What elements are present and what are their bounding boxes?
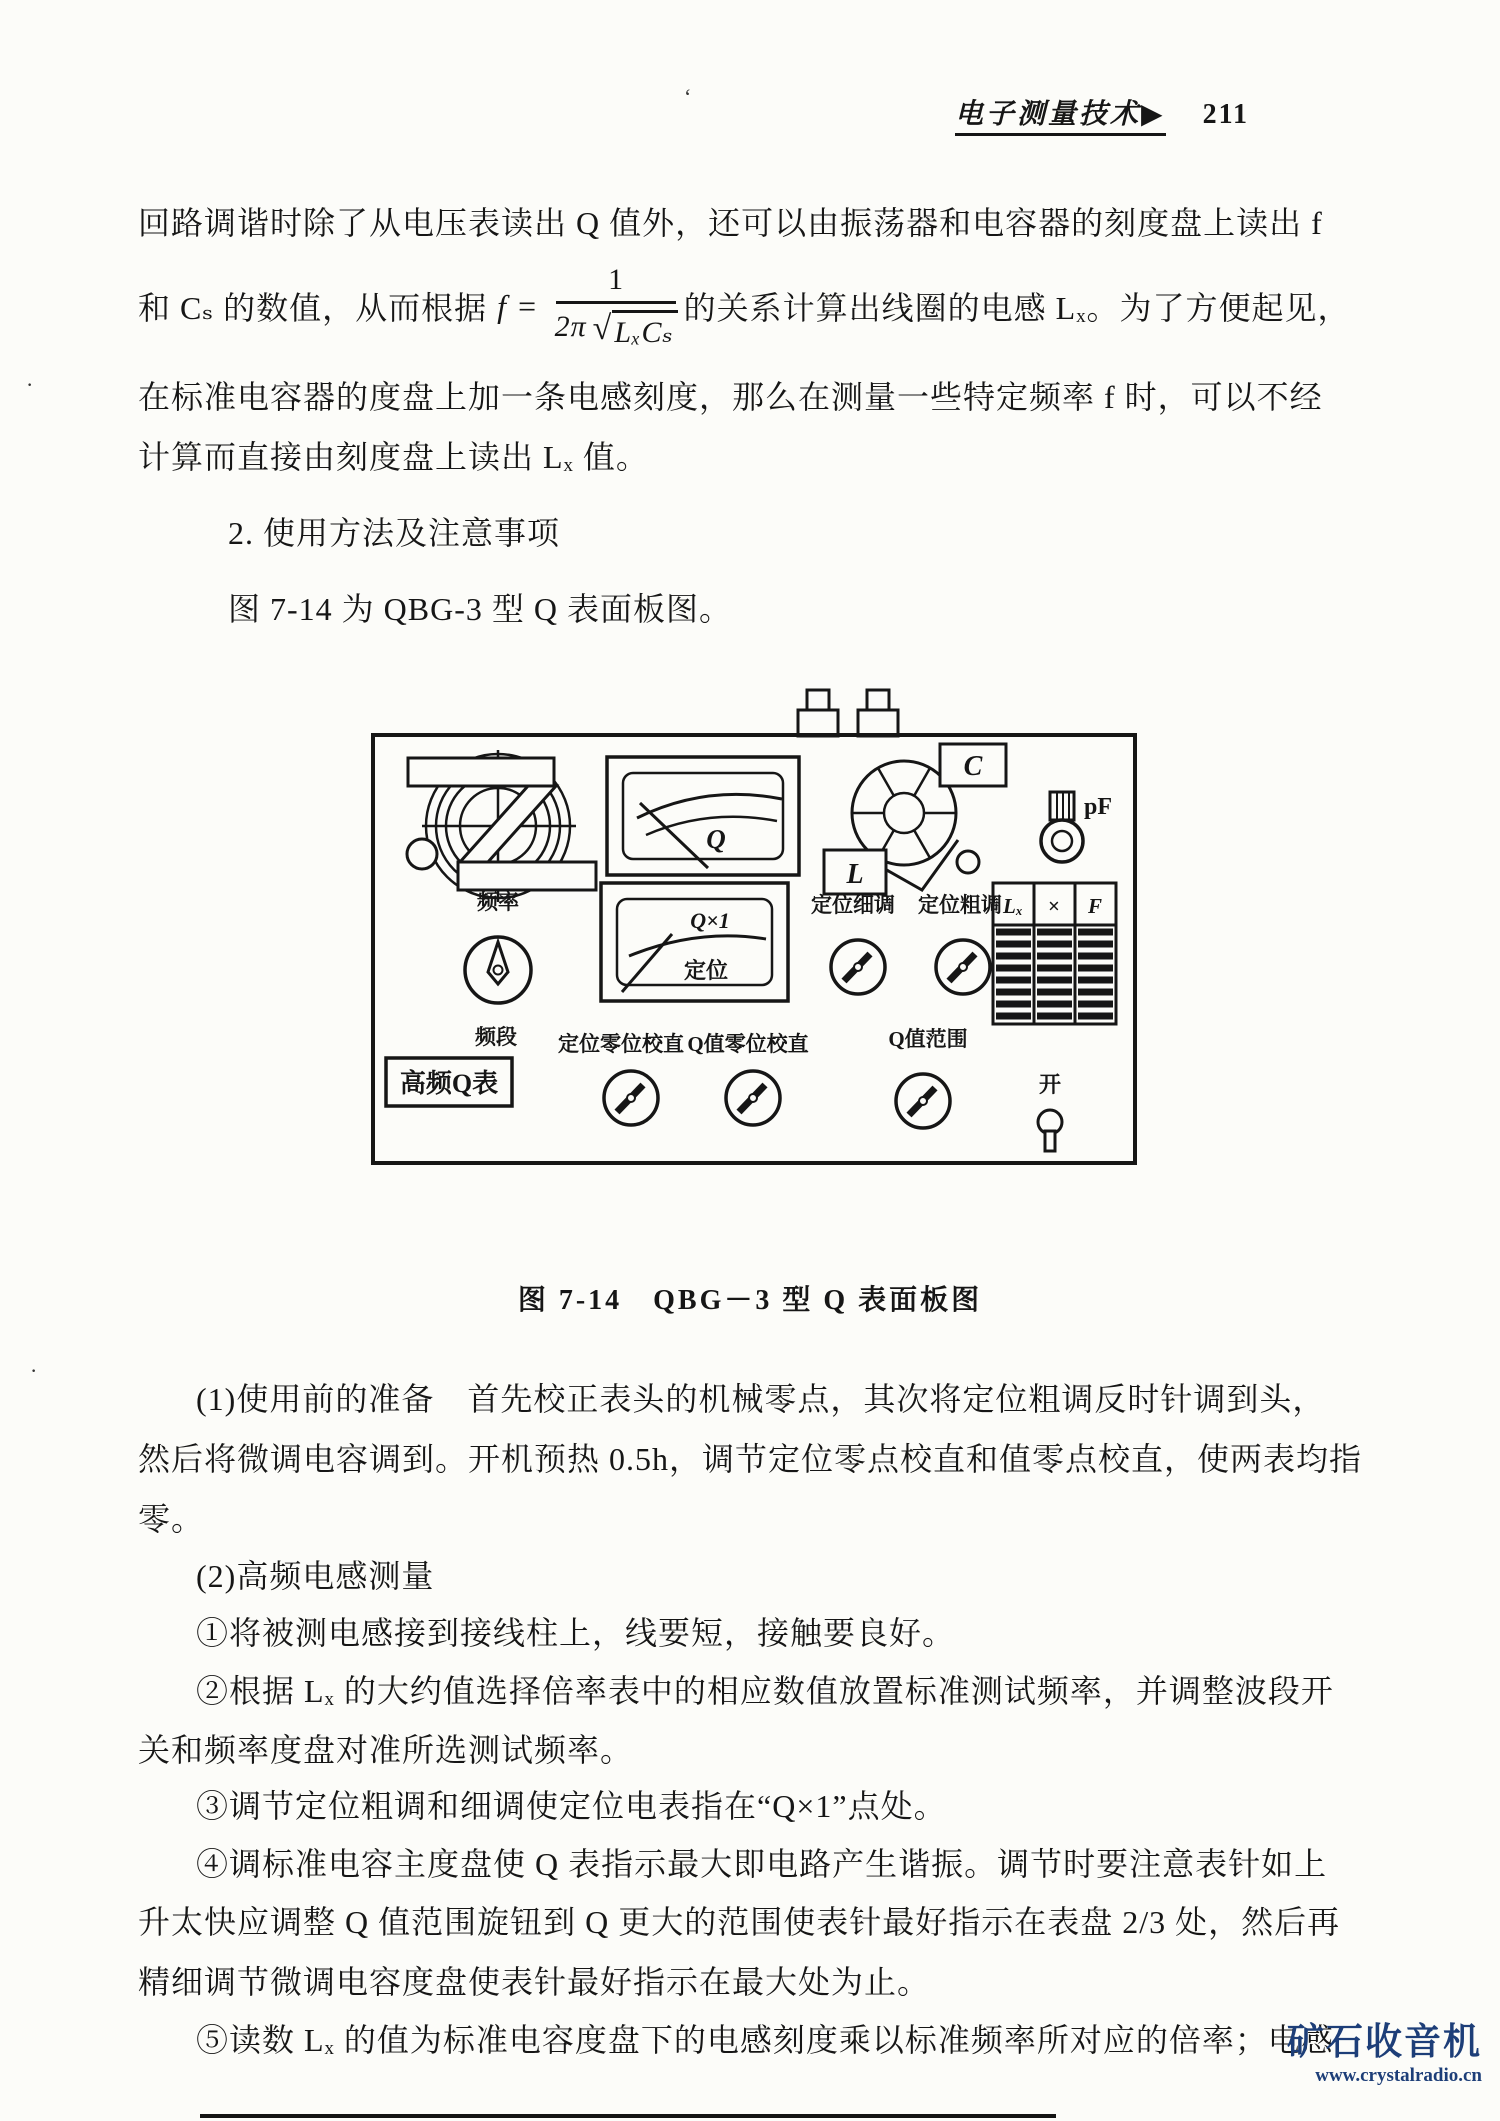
q-zero-knob bbox=[726, 1071, 780, 1125]
formula-radicand: LₓCₛ bbox=[612, 310, 677, 350]
header-title: 电子测量技术▶ bbox=[955, 99, 1166, 136]
step-4-line-2: 升太快应调整 Q 值范围旋钮到 Q 更大的范围使表针最好指示在表盘 2/3 处，然后再 bbox=[138, 1904, 1341, 1940]
multiplier-table bbox=[993, 883, 1116, 1024]
step-2-line-2: 关和频率度盘对准所选测试频率。 bbox=[138, 1732, 634, 1768]
pf-label: pF bbox=[1084, 794, 1113, 820]
binding-post-cap bbox=[867, 690, 889, 710]
watermark bbox=[1287, 2022, 1482, 2086]
table-header-f: F bbox=[1087, 894, 1103, 918]
frequency-dial-drawing bbox=[407, 750, 596, 902]
fine-adjust-label: 定位细调 bbox=[811, 893, 895, 917]
pf-trimmer bbox=[1041, 792, 1112, 862]
step-2-line-1: ②根据 Lₓ 的大约值选择倍率表中的相应数值放置标准测试频率，并调整波段开 bbox=[196, 1673, 1334, 1709]
watermark-url: www.crystalradio.cn bbox=[1315, 2064, 1482, 2086]
intro-line-3: 在标准电容器的度盘上加一条电感刻度，那么在测量一些特定频率 f 时，可以不经 bbox=[138, 379, 1323, 415]
section-heading: 2. 使用方法及注意事项 bbox=[228, 515, 561, 551]
step-4-line-1: ④调标准电容主度盘使 Q 表指示最大即电路产生谐振。调节时要注意表针如上 bbox=[196, 1846, 1328, 1882]
dial-ribbon-bottom bbox=[458, 862, 596, 890]
band-knob bbox=[465, 937, 531, 1003]
binding-posts bbox=[798, 690, 898, 736]
q-range-label: Q值范围 bbox=[888, 1027, 968, 1051]
capacitor-dial bbox=[824, 744, 1006, 894]
formula-fraction bbox=[555, 263, 678, 350]
page-header bbox=[955, 92, 1249, 132]
table-header-x: × bbox=[1048, 894, 1060, 918]
q-meter bbox=[607, 757, 799, 875]
formula-denominator bbox=[555, 304, 678, 350]
band-label: 频段 bbox=[475, 1025, 517, 1049]
dial-side-knob bbox=[957, 851, 979, 873]
figure-intro: 图 7-14 为 QBG-3 型 Q 表面板图。 bbox=[228, 591, 732, 627]
watermark-title: 矿石收音机 bbox=[1287, 2022, 1482, 2063]
meter2-scale-mark: Q×1 bbox=[690, 908, 730, 933]
binding-post bbox=[798, 710, 838, 736]
step-measure-heading: (2)高频电感测量 bbox=[196, 1558, 435, 1594]
figure-7-14-panel-diagram bbox=[358, 680, 1178, 1185]
meter-scale-arc bbox=[629, 936, 766, 956]
scan-speck: · bbox=[30, 1358, 38, 1383]
coarse-adjust-knob bbox=[936, 940, 990, 994]
header-arrow-icon: ▶ bbox=[1141, 99, 1166, 130]
binding-post bbox=[858, 710, 898, 736]
intro-line-1: 回路调谐时除了从电压表读出 Q 值外，还可以由振荡器和电容器的刻度盘上读出 f bbox=[138, 205, 1323, 241]
step-3: ③调节定位粗调和细调使定位电表指在“Q×1”点处。 bbox=[196, 1788, 947, 1824]
figure-caption: 图 7-14 QBG－3 型 Q 表面板图 bbox=[517, 1285, 983, 1316]
positioning-zero-label: 定位零位校直 bbox=[558, 1032, 684, 1056]
coarse-adjust-label: 定位粗调 bbox=[918, 893, 1002, 917]
step-prep-line-2: 然后将微调电容调到。开机预热 0.5h，调节定位零点校直和值零点校直，使两表均指 bbox=[138, 1441, 1363, 1477]
step-4-line-3: 精细调节微调电容度盘使表针最好指示在最大处为止。 bbox=[138, 1964, 931, 2000]
step-prep-line-1: (1)使用前的准备 首先校正表头的机械零点，其次将定位粗调反时针调到头， bbox=[196, 1381, 1326, 1417]
formula-suffix: 的关系计算出线圈的电感 Lₓ。为了方便起见， bbox=[683, 290, 1351, 326]
intro-line-4: 计算而直接由刻度盘上读出 Lₓ 值。 bbox=[138, 439, 649, 475]
step-prep-line-3: 零。 bbox=[138, 1501, 205, 1537]
formula-prefix: 和 Cₛ 的数值，从而根据 bbox=[138, 290, 488, 326]
page-number: 211 bbox=[1202, 99, 1250, 130]
q-range-knob bbox=[896, 1074, 950, 1128]
binding-post-cap bbox=[807, 690, 829, 710]
scan-speck: · bbox=[26, 372, 34, 397]
fine-adjust-knob bbox=[831, 940, 885, 994]
device-nameplate bbox=[386, 1058, 512, 1106]
power-toggle-switch bbox=[1038, 1110, 1062, 1151]
power-label: 开 bbox=[1038, 1072, 1062, 1097]
dial-side-knob bbox=[407, 839, 437, 869]
step-1: ①将被测电感接到接线柱上，线要短，接触要良好。 bbox=[196, 1615, 956, 1651]
step-5: ⑤读数 Lₓ 的值为标准电容度盘下的电感刻度乘以标准频率所对应的倍率；电感 bbox=[196, 2022, 1334, 2058]
frequency-label: 频率 bbox=[477, 890, 519, 914]
device-name: 高频Q表 bbox=[399, 1069, 499, 1098]
formula-numerator: 1 bbox=[556, 263, 676, 304]
meter2-label: 定位 bbox=[683, 958, 729, 983]
meter-scale-arc bbox=[637, 794, 782, 818]
scan-artifact-line bbox=[200, 2114, 1056, 2118]
intro-line-2-formula bbox=[138, 248, 1351, 364]
formula-den-coeff: 2π bbox=[554, 309, 587, 343]
formula-lhs: f = bbox=[497, 287, 539, 324]
table-row-stripes bbox=[996, 932, 1113, 1016]
meter-needle bbox=[622, 934, 672, 992]
knob-pointer-icon bbox=[488, 942, 508, 984]
scan-speck: ‘ bbox=[684, 84, 692, 109]
table-header-lx: Lₓ bbox=[1003, 894, 1023, 918]
q-zero-label: Q值零位校直 bbox=[687, 1032, 809, 1056]
cap-l-label: L bbox=[846, 859, 864, 890]
positioning-zero-knob bbox=[604, 1071, 658, 1125]
radical-sign: √ bbox=[592, 309, 613, 347]
positioning-meter bbox=[601, 883, 788, 1001]
q-meter-label: Q bbox=[706, 824, 726, 854]
cap-c-label: C bbox=[963, 751, 983, 782]
dial-ribbon-top bbox=[408, 758, 554, 786]
